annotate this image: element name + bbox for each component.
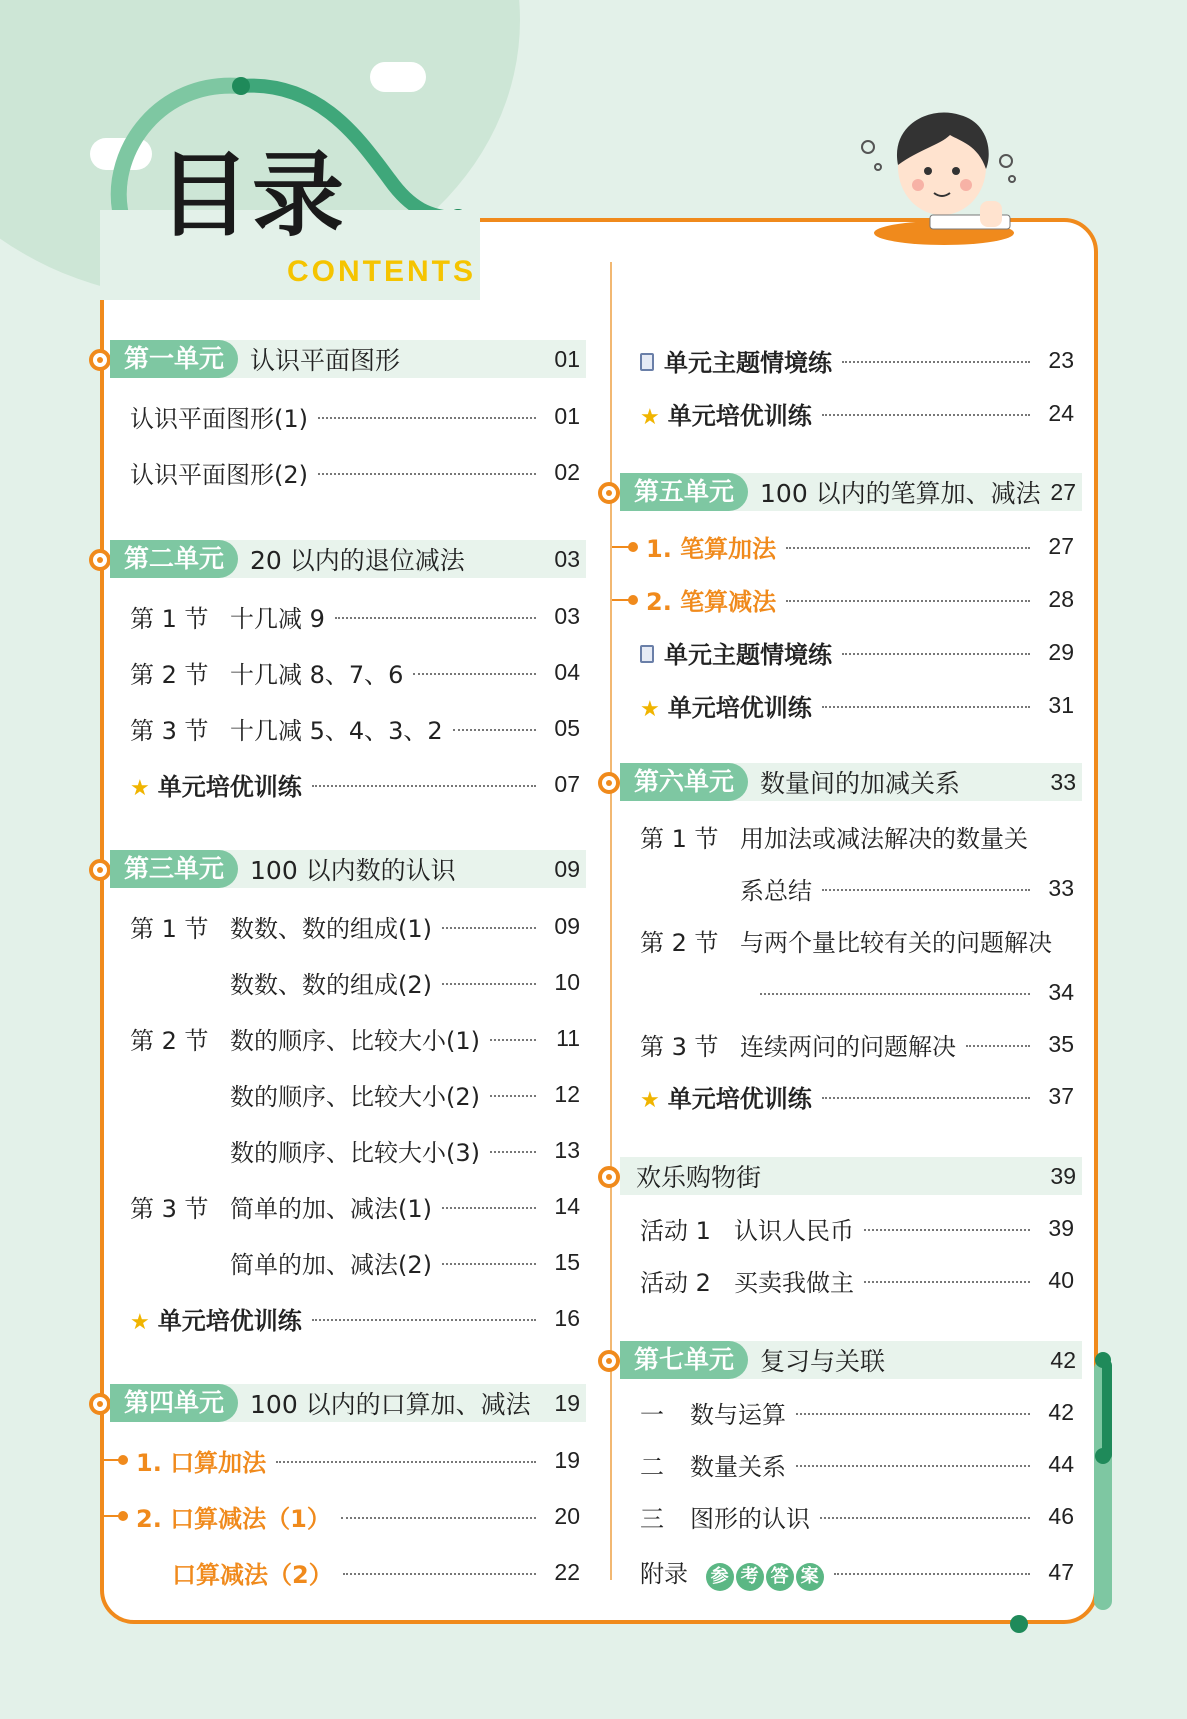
green-dot — [1010, 1615, 1028, 1633]
unit-header-6[interactable]: 第六单元 数量间的加减关系 33 — [620, 763, 1082, 801]
unit-header-5[interactable]: 第五单元 100 以内的笔算加、减法 27 — [620, 473, 1082, 511]
page-subtitle: CONTENTS — [287, 255, 476, 288]
unit-bullet — [598, 1166, 620, 1188]
toc-item[interactable]: 活动 2 买卖我做主 40 — [640, 1266, 1074, 1297]
toc-item[interactable]: 数数、数的组成(2) 10 — [230, 968, 580, 999]
unit-title: 认识平面图形 — [250, 346, 401, 375]
toc-item[interactable]: 一 数与运算 42 — [640, 1398, 1074, 1429]
green-dot — [1095, 1448, 1111, 1464]
unit-header-7[interactable]: 第七单元 复习与关联 42 — [620, 1341, 1082, 1379]
book-icon — [640, 645, 654, 663]
toc-item[interactable]: 二 数量关系 44 — [640, 1450, 1074, 1481]
boy-mascot — [860, 105, 1030, 245]
toc-item[interactable]: 简单的加、减法(2) 15 — [230, 1248, 580, 1279]
orange-dot — [118, 1511, 128, 1521]
toc-item[interactable]: 1. 口算加法 19 — [136, 1446, 580, 1477]
star-icon: ★ — [640, 404, 660, 430]
column-divider — [610, 262, 612, 1580]
unit-page: 01 — [554, 345, 580, 372]
star-icon: ★ — [640, 1087, 660, 1113]
toc-item[interactable]: 1. 笔算加法 27 — [646, 532, 1074, 563]
toc-item[interactable]: ★ 单元培优训练 24 — [640, 399, 1074, 430]
unit-header-2[interactable]: 第二单元 20 以内的退位减法 03 — [110, 540, 586, 578]
unit-header-4[interactable]: 第四单元 100 以内的口算加、减法 19 — [110, 1384, 586, 1422]
toc-item[interactable]: 第 2 节 十几减 8、7、6 04 — [130, 658, 580, 689]
toc-item[interactable]: 第 3 节 简单的加、减法(1) 14 — [130, 1192, 580, 1223]
unit-bullet — [598, 772, 620, 794]
star-icon: ★ — [130, 1309, 150, 1335]
unit-bullet — [89, 859, 111, 881]
toc-item[interactable]: 第 1 节 数数、数的组成(1) 09 — [130, 912, 580, 943]
unit-header-fun[interactable]: 欢乐购物街 39 — [620, 1157, 1082, 1195]
toc-item[interactable]: 活动 1 认识人民币 39 — [640, 1214, 1074, 1245]
toc-item[interactable]: 第 3 节 连续两问的问题解决 35 — [640, 1030, 1074, 1061]
unit-bullet — [598, 482, 620, 504]
star-icon: ★ — [640, 696, 660, 722]
answer-badges: 参 考 答 案 — [706, 1563, 824, 1591]
unit-bullet — [598, 1350, 620, 1372]
toc-item[interactable]: 认识平面图形(2) 02 — [130, 458, 580, 489]
star-icon: ★ — [130, 775, 150, 801]
orange-dot — [628, 595, 638, 605]
toc-item-appendix[interactable]: 附录 参 考 答 案 47 — [640, 1552, 1074, 1592]
toc-item[interactable]: 系总结 33 — [740, 874, 1074, 905]
unit-header-1[interactable] — [110, 340, 586, 378]
toc-item[interactable]: 第 1 节 十几减 9 03 — [130, 602, 580, 633]
unit-header-3[interactable]: 第三单元 100 以内数的认识 09 — [110, 850, 586, 888]
orange-dot — [628, 542, 638, 552]
toc-item[interactable]: 2. 笔算减法 28 — [646, 585, 1074, 616]
unit-tag: 第一单元 — [110, 340, 238, 378]
toc-item[interactable]: ★ 单元培优训练 37 — [640, 1082, 1074, 1113]
toc-item[interactable]: 口算减法（2） 22 — [172, 1558, 580, 1589]
toc-item[interactable]: 第 2 节 与两个量比较有关的问题解决 — [640, 928, 1052, 957]
toc-item[interactable]: 单元主题情境练 29 — [640, 632, 1074, 672]
toc-item[interactable]: 数的顺序、比较大小(2) 12 — [230, 1080, 580, 1111]
toc-item[interactable]: 34 — [760, 972, 1074, 1012]
unit-bullet — [89, 349, 111, 371]
toc-item[interactable]: 2. 口算减法（1） 20 — [136, 1502, 580, 1533]
toc-item[interactable]: 三 图形的认识 46 — [640, 1502, 1074, 1533]
unit-bullet — [89, 1393, 111, 1415]
toc-item[interactable]: 单元主题情境练 23 — [640, 340, 1074, 380]
green-accent-bar — [1102, 1360, 1112, 1460]
orange-dot — [118, 1455, 128, 1465]
unit-bullet — [89, 549, 111, 571]
page-title: 目录 — [158, 142, 347, 249]
toc-item[interactable]: 数的顺序、比较大小(3) 13 — [230, 1136, 580, 1167]
green-dot — [1095, 1352, 1111, 1368]
book-icon — [640, 353, 654, 371]
toc-item[interactable]: ★ 单元培优训练 07 — [130, 770, 580, 801]
toc-item[interactable]: ★ 单元培优训练 31 — [640, 691, 1074, 722]
toc-item[interactable]: 第 3 节 十几减 5、4、3、2 05 — [130, 714, 580, 745]
toc-item[interactable]: 第 2 节 数的顺序、比较大小(1) 11 — [130, 1024, 580, 1055]
toc-item[interactable]: 认识平面图形(1) 01 — [130, 402, 580, 433]
toc-item[interactable]: ★ 单元培优训练 16 — [130, 1304, 580, 1335]
toc-item[interactable]: 第 1 节 用加法或减法解决的数量关 — [640, 824, 1028, 853]
